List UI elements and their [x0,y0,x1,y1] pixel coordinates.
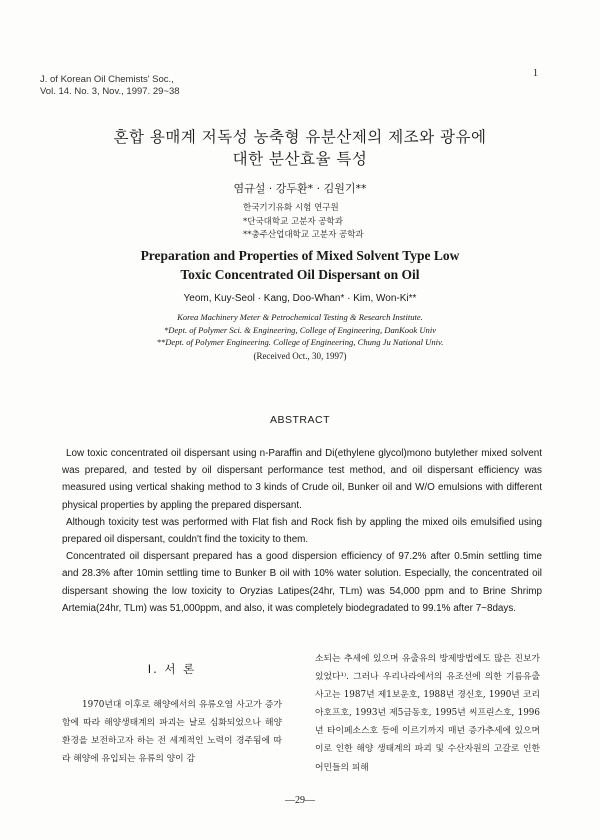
english-affiliations [0,311,600,349]
korean-affiliations [243,202,364,243]
abstract-heading: ABSTRACT [269,414,330,426]
korean-title-line-1: 혼합 용매계 저독성 농축형 유분산제의 제조와 광유에 [113,128,487,146]
english-affiliation: **Dept. of Polymer Engineering. College of Engineering, Chung Ju National Univ. [156,337,444,348]
intro-paragraph-right: 소되는 추세에 있으며 유출유의 방제방법에도 많은 진보가 있었다¹⁾. 그러나 우리나라에서의 유조선에 의한 기름유출 사고는 1987년 제1보운호, 1988년 경신호, 1990년 코리아호프호, 1993년 제5금동호, 1995년 씨프린스호, 1996년 타이페소스호 등에 이르기까지 매년 증가추세에 있으며 이로 인한 해양 생태계의 파괴 및 수산자원의 고갈로 인한 어민들의 피해 [315,654,540,773]
abstract-paragraph: Low toxic concentrated oil dispersant using n-Paraffin and Di(ethylene glycol)mono butylether mixed solvent was prepared, and tested by oil dispersant performance test method, and oil dispersant efficiency was measured using vertical shaking method to 3 kinds of Crude oil, Bunker oil and W/O emulsions with different physical properties by appling the prepared dispersant. [62,448,542,511]
body-column-right [315,650,540,777]
english-affiliation: *Dept. of Polymer Sci. & Engineering, College of Engineering, DanKook Univ [163,324,437,335]
journal-name: J. of Korean Oil Chemists' Soc., [40,74,174,85]
page-number-top: 1 [533,68,538,79]
english-title-line-1: Preparation and Properties of Mixed Solvent Type Low [140,248,460,263]
received-date: (Received Oct., 30, 1997) [253,351,347,361]
body-column-left [62,650,282,768]
korean-title [0,126,600,170]
english-title-line-2: Toxic Concentrated Oil Dispersant on Oil [180,267,420,282]
korean-affiliation: 한국기기유화 시험 연구원 [243,203,339,213]
intro-paragraph-left: 1970년대 이후로 해양에서의 유류오염 사고가 증가함에 따라 해양생태계의 파괴는 날로 심화되었으나 해양 환경을 보전하고자 하는 전 세계적인 노력이 경주됨에 따라 해양에 유입되는 유류의 양이 감 [62,700,282,765]
journal-volume: Vol. 14. No. 3, Nov., 1997. 29~38 [40,86,180,97]
journal-citation [40,74,180,98]
abstract-paragraph: Concentrated oil dispersant prepared has a good dispersion efficiency of 97.2% after 0.5min settling time and 28.3% after 10min settling time to Bunker B oil with 10% water solution. Especially, the concentrated oil dispersant showing the low toxicity to Oryzias Latipes(24hr, TLm) was 54,000 ppm and to Brine Shrimp Artemia(24hr, TLm) was 51,000ppm, and also, it was completely biodegradated to 99.1% after 7~8days. [62,551,542,614]
korean-affiliation: *단국대학교 고분자 공학과 [243,216,343,227]
korean-title-line-2: 대한 분산효율 특성 [232,150,368,168]
korean-affiliation: **충주산업대학교 고분자 공학과 [243,230,364,240]
korean-authors: 염규설 · 강두환* · 김원기** [233,182,367,195]
english-authors: Yeom, Kuy-Seol · Kang, Doo-Whan* · Kim, Won-Ki** [183,293,417,304]
section-heading-introduction: I. 서 론 [147,662,197,676]
english-affiliation: Korea Machinery Meter & Petrochemical Testing & Research Institute. [177,312,423,322]
abstract-paragraph: Although toxicity test was performed with Flat fish and Rock fish by appling the mixed oils emulsified using prepared oil dispersant, couldn't find the toxicity to them. [62,516,542,546]
page-footer-number: —29— [285,795,315,806]
english-title [0,246,600,284]
abstract-body [62,445,542,617]
